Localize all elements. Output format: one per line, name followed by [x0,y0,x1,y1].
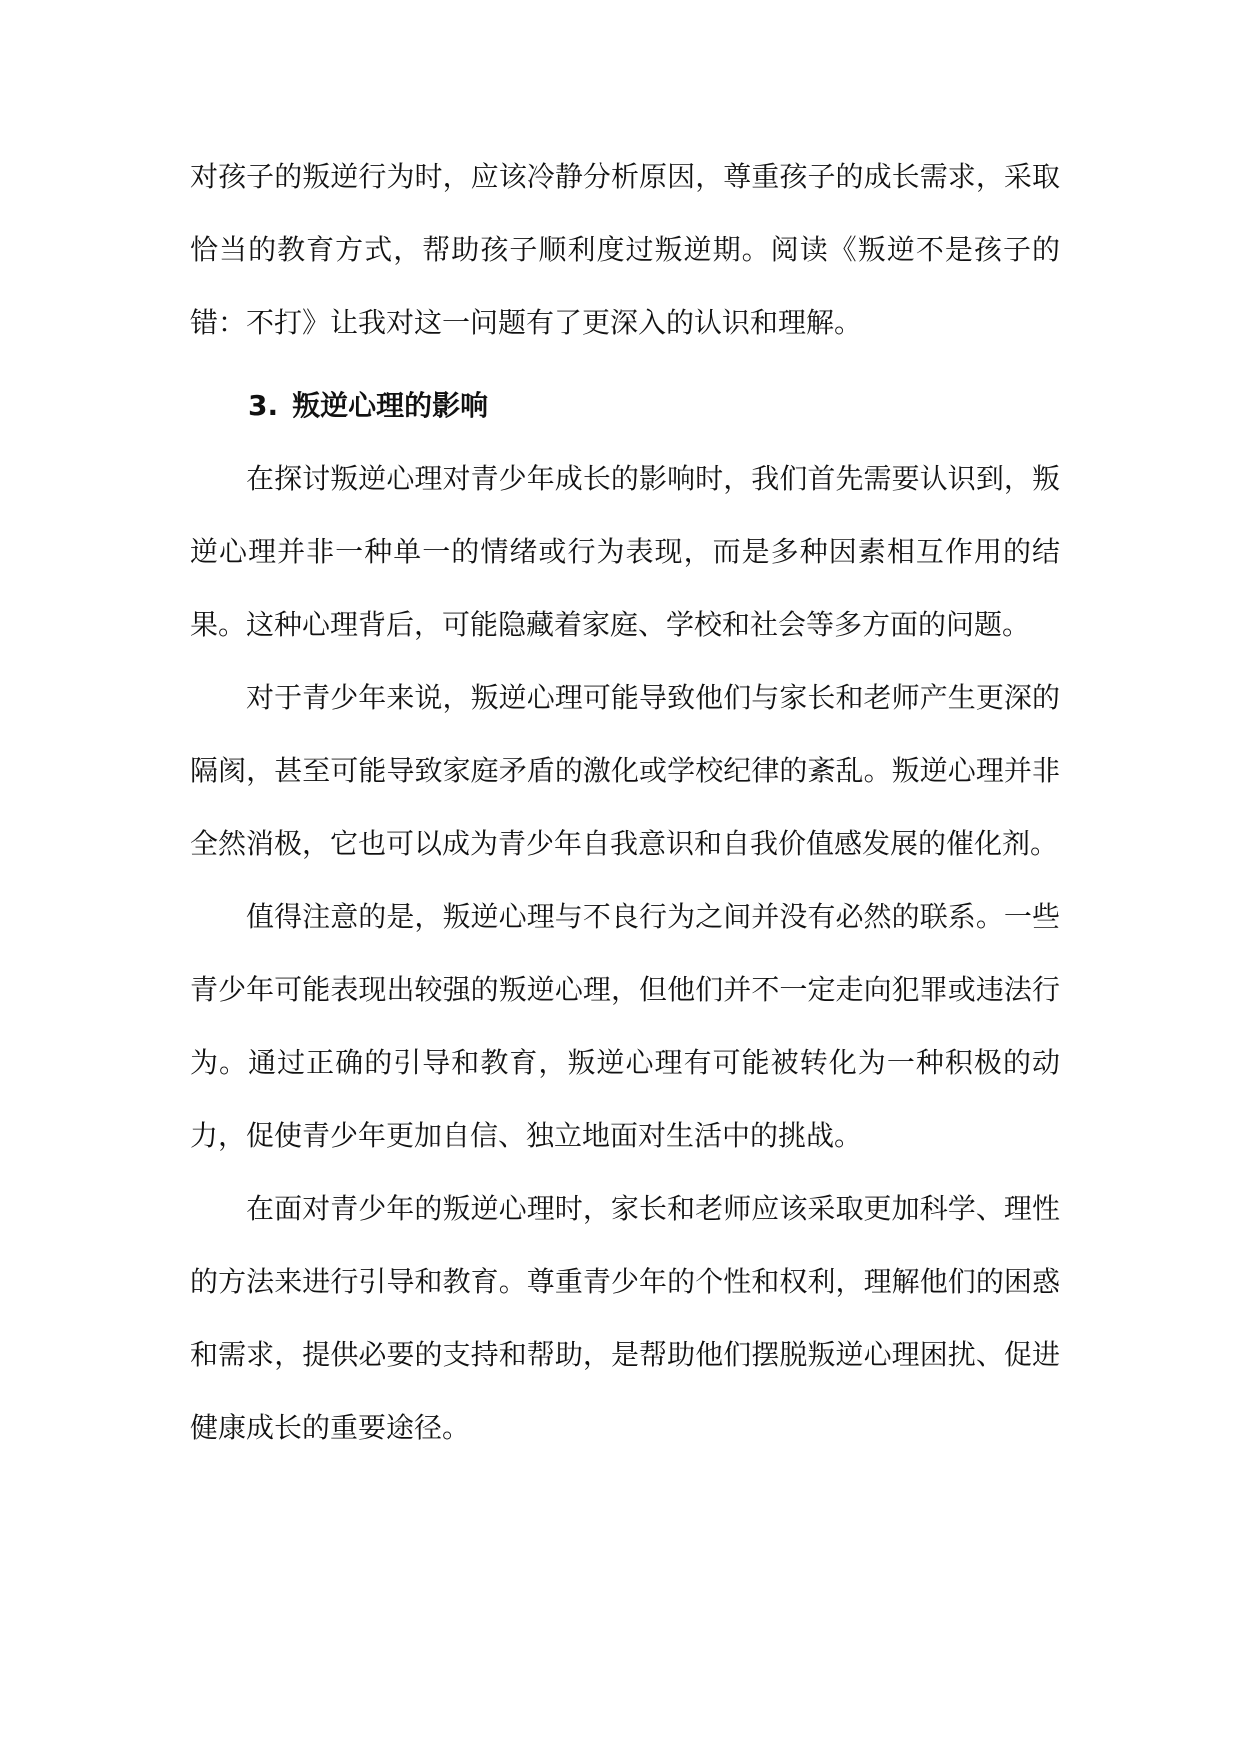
body-paragraph-1: 在探讨叛逆心理对青少年成长的影响时，我们首先需要认识到，叛逆心理并非一种单一的情绪或行为表现，而是多种因素相互作用的结果。这种心理背后，可能隐藏着家庭、学校和社会等多方面的问题。 [190,462,1060,641]
intro-paragraph: 对孩子的叛逆行为时，应该冷静分析原因，尊重孩子的成长需求，采取恰当的教育方式，帮助孩子顺利度过叛逆期。阅读《叛逆不是孩子的错：不打》让我对这一问题有了更深入的认识和理解。 [190,160,1060,339]
document-body [190,140,1060,1464]
section-title: 叛逆心理的影响 [292,389,489,422]
body-paragraph-4: 在面对青少年的叛逆心理时，家长和老师应该采取更加科学、理性的方法来进行引导和教育。尊重青少年的个性和权利，理解他们的困惑和需求，提供必要的支持和帮助，是帮助他们摆脱叛逆心理困扰、促进健康成长的重要途径。 [190,1192,1060,1444]
section-heading [190,369,1060,442]
body-paragraph-3: 值得注意的是，叛逆心理与不良行为之间并没有必然的联系。一些青少年可能表现出较强的叛逆心理，但他们并不一定走向犯罪或违法行为。通过正确的引导和教育，叛逆心理有可能被转化为一种积极的动力，促使青少年更加自信、独立地面对生活中的挑战。 [190,900,1060,1152]
section-number: 3. [248,389,279,422]
body-paragraph-2: 对于青少年来说，叛逆心理可能导致他们与家长和老师产生更深的隔阂，甚至可能导致家庭矛盾的激化或学校纪律的紊乱。叛逆心理并非全然消极，它也可以成为青少年自我意识和自我价值感发展的催化剂。 [190,681,1060,860]
